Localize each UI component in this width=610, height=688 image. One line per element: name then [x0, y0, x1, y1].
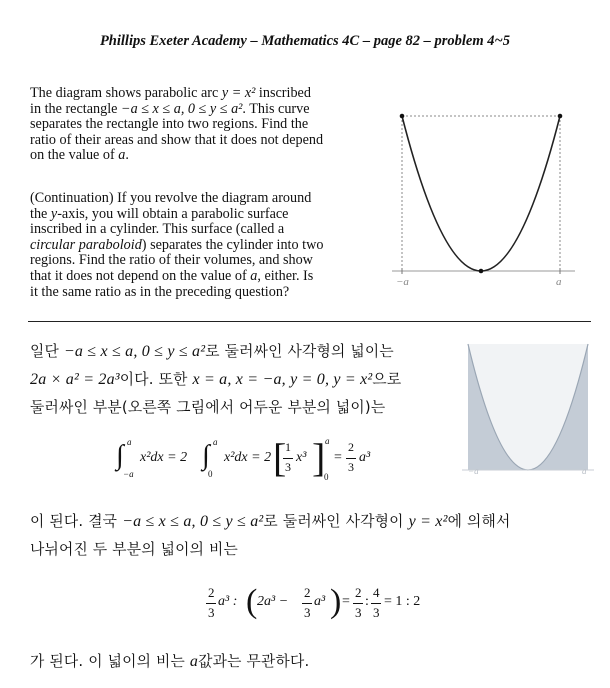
frac-bar: [302, 603, 312, 604]
frac-num: 2: [348, 440, 354, 454]
integral-lower: 0: [208, 469, 213, 479]
endpoint-right: [558, 114, 563, 119]
frac-bar: [283, 458, 293, 459]
paren-left: (: [246, 583, 258, 620]
problem-5-text: [30, 191, 375, 300]
text-line: 이다. 또한: [119, 371, 193, 388]
text-line: , either. Is: [257, 267, 314, 284]
text-line: ) separates the cylinder into two: [141, 236, 324, 253]
text-line: ratio of their areas and show that it does not depend: [30, 131, 324, 148]
frac-num: 2: [355, 585, 362, 600]
text-line: 이 된다. 결국: [30, 513, 123, 530]
text-line: regions. Find the ratio of their volumes, and show: [30, 252, 313, 269]
text-line: (Continuation) If you revolve the diagram around: [30, 190, 312, 206]
integrand-1: x²dx = 2: [140, 450, 188, 465]
frac-bar: [353, 603, 363, 604]
math-inline: 2a × a² = 2a³: [30, 371, 120, 388]
math-inline: y = x²: [221, 85, 256, 101]
frac-num: 4: [373, 585, 380, 600]
text-line: The diagram shows parabolic arc: [30, 85, 222, 101]
text-line: 로 둘러싸인 사각형의 넓이는: [205, 343, 394, 360]
problem-4-text: [30, 86, 375, 164]
text-line: on the value of: [30, 147, 119, 164]
a-cubed: a³: [359, 450, 371, 465]
text-line: separates the rectangle into two regions. Find the: [30, 116, 309, 133]
frac-den: 3: [348, 460, 354, 474]
frac-num: 2: [304, 585, 311, 600]
parabola-curve: [402, 116, 560, 271]
integral-lower: −a: [123, 469, 134, 479]
frac-den: 3: [373, 605, 380, 620]
frac-den: 3: [208, 605, 215, 620]
term-2a-cubed: 2a³ −: [257, 594, 289, 609]
equals-sign: =: [342, 594, 350, 609]
text-line: 일단: [30, 343, 64, 360]
integral-equation: [116, 436, 376, 488]
frac-den: 3: [285, 460, 291, 474]
text-line: inscribed in a cylinder. This surface (called a: [30, 221, 285, 238]
colon: :: [365, 594, 369, 609]
integral-upper: a: [213, 437, 218, 447]
axis-label-neg-a: −a: [396, 276, 409, 288]
frac-num: 2: [208, 585, 215, 600]
parabola-figure: [390, 105, 585, 290]
math-inline: a: [250, 267, 258, 284]
frac-num: 1: [285, 440, 291, 454]
integral-sign: ∫: [202, 440, 210, 471]
integral-sign: ∫: [116, 440, 124, 471]
bracket-lower: 0: [324, 472, 329, 482]
text-line: 나뉘어진 두 부분의 넓이의 비는: [30, 541, 239, 558]
text-line: . This curve: [242, 100, 310, 117]
section-divider: [28, 321, 591, 322]
text-line: 둘러싸인 부분(오른쪽 그림에서 어두운 부분의 넓이)는: [30, 399, 386, 416]
shaded-parabola-figure: [462, 340, 597, 480]
text-line: 으로: [372, 371, 402, 388]
math-inline: y: [50, 205, 58, 222]
x-cubed: x³: [296, 450, 307, 465]
text-line: in the rectangle: [30, 100, 121, 117]
integral-upper: a: [127, 437, 132, 447]
vertex-point: [479, 269, 484, 274]
math-inline: y = x²: [408, 513, 448, 530]
math-inline: a: [118, 147, 126, 164]
math-inline: −a ≤ x ≤ a, 0 ≤ y ≤ a²: [63, 343, 206, 360]
endpoint-left: [400, 114, 405, 119]
frac-bar: [346, 458, 356, 459]
math-inline: a: [189, 653, 199, 670]
text-line: 로 둘러싸인 사각형이: [263, 513, 409, 530]
term-a-cubed: a³: [314, 594, 326, 609]
ratio-result: = 1 : 2: [384, 594, 421, 609]
equals-sign: =: [334, 450, 342, 465]
math-inline: x = a, x = −a, y = 0, y = x²: [192, 371, 373, 388]
paren-right: ): [330, 583, 342, 620]
axis-label-a: a: [582, 466, 587, 476]
page-header: Phillips Exeter Academy – Mathematics 4C – page 82 – problem 4~5: [99, 33, 511, 49]
axis-label-neg-a: −a: [468, 466, 479, 476]
frac-bar: [371, 603, 381, 604]
text-line: -axis, you will obtain a parabolic surface: [57, 205, 289, 222]
text-line: 가 된다. 이 넓이의 비는: [30, 653, 190, 670]
text-line: that it does not depend on the value of: [30, 267, 251, 284]
text-line: inscribed: [255, 85, 311, 101]
frac-den: 3: [304, 605, 311, 620]
axis-label-a: a: [556, 276, 562, 288]
solution-text-3: [30, 648, 600, 676]
text-line: 에 의해서: [447, 513, 511, 530]
text-line: 값과는 무관하다.: [198, 653, 310, 670]
solution-text-1: [30, 338, 460, 422]
ratio-equation: [206, 585, 426, 631]
frac-den: 3: [355, 605, 362, 620]
math-inline: −a ≤ x ≤ a, 0 ≤ y ≤ a²: [122, 513, 264, 530]
bracket-left: [: [273, 435, 287, 480]
integrand-2: x²dx = 2: [224, 450, 272, 465]
bracket-upper: a: [325, 436, 330, 446]
math-inline: circular paraboloid: [30, 236, 142, 253]
solution-text-2: [30, 508, 600, 564]
text-line: the: [30, 205, 51, 222]
bracket-right: ]: [312, 435, 326, 480]
text-line: it the same ratio as in the preceding question?: [30, 283, 290, 300]
term-a-cubed: a³ :: [218, 594, 238, 609]
math-inline: −a ≤ x ≤ a, 0 ≤ y ≤ a²: [121, 100, 243, 117]
frac-bar: [206, 603, 216, 604]
text-line: .: [125, 147, 129, 164]
